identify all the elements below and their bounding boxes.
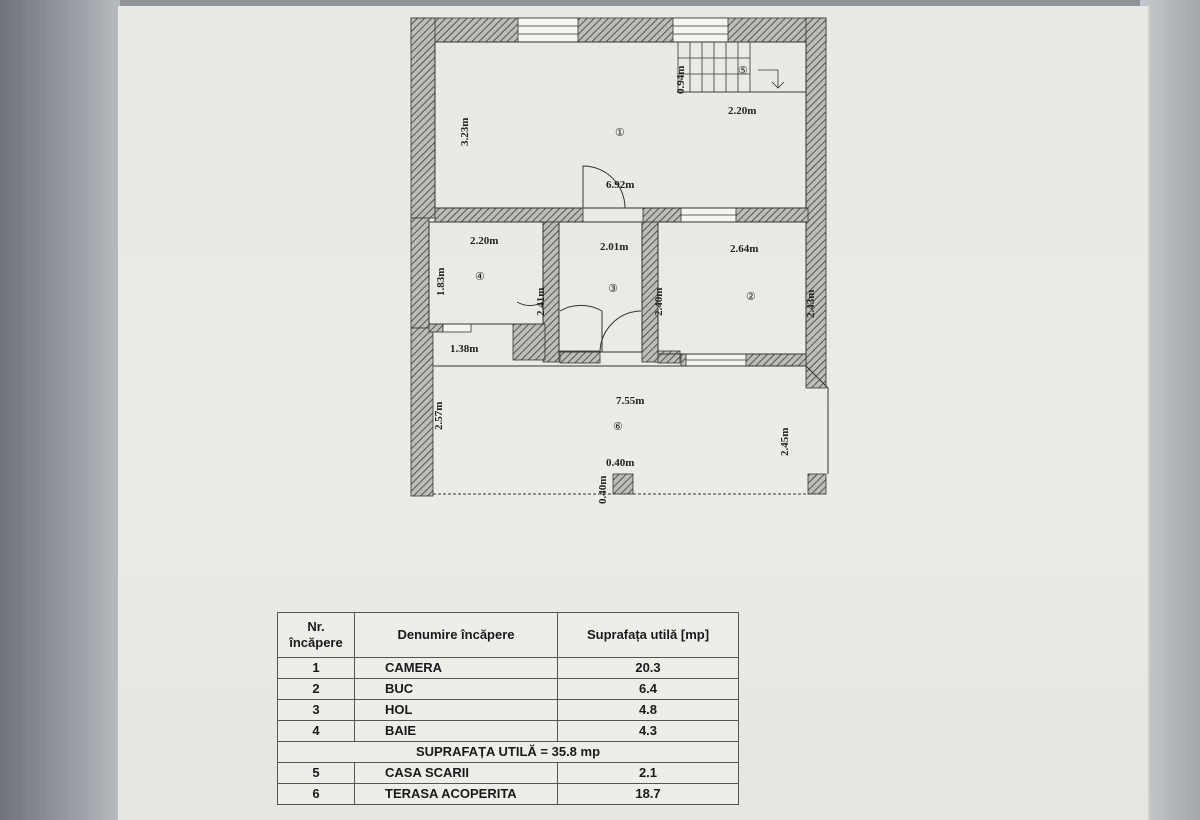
room-number-2: ② bbox=[746, 291, 756, 303]
table-header-row bbox=[278, 613, 739, 658]
monitor-bezel-left bbox=[0, 0, 120, 820]
table-row bbox=[278, 679, 739, 700]
room-number-1: ① bbox=[615, 127, 625, 139]
room-area: 4.3 bbox=[558, 721, 739, 742]
header-room-name: Denumire încăpere bbox=[355, 613, 558, 658]
floor-plan bbox=[118, 6, 1148, 606]
table-row bbox=[278, 763, 739, 784]
dim-0-40-v: 0.40m bbox=[597, 475, 609, 504]
room-nr: 6 bbox=[278, 784, 355, 805]
room-nr: 4 bbox=[278, 721, 355, 742]
room-name: CAMERA bbox=[355, 658, 558, 679]
room-area: 4.8 bbox=[558, 700, 739, 721]
room-number-3: ③ bbox=[608, 283, 618, 295]
dim-0-94: 0.94m bbox=[675, 65, 687, 94]
room-name: CASA SCARII bbox=[355, 763, 558, 784]
dim-0-40-h: 0.40m bbox=[606, 457, 635, 469]
dim-2-01: 2.01m bbox=[600, 241, 629, 253]
dim-2-45: 2.45m bbox=[779, 427, 791, 456]
total-row bbox=[278, 742, 739, 763]
room-area: 2.1 bbox=[558, 763, 739, 784]
room-number-6: ⑥ bbox=[613, 421, 623, 433]
room-name: HOL bbox=[355, 700, 558, 721]
table-row bbox=[278, 784, 739, 805]
dim-2-41: 2.41m bbox=[535, 287, 547, 316]
room-name: BUC bbox=[355, 679, 558, 700]
room-name: BAIE bbox=[355, 721, 558, 742]
room-number-5: ⑤ bbox=[738, 65, 748, 77]
dim-2-20-stairs: 2.20m bbox=[728, 105, 757, 117]
room-nr: 2 bbox=[278, 679, 355, 700]
header-room-area: Suprafața utilă [mp] bbox=[558, 613, 739, 658]
table-row bbox=[278, 658, 739, 679]
room-number-4: ④ bbox=[475, 271, 485, 283]
table-row bbox=[278, 721, 739, 742]
room-outlines bbox=[429, 42, 828, 494]
room-nr: 5 bbox=[278, 763, 355, 784]
room-area: 20.3 bbox=[558, 658, 739, 679]
dim-2-43: 2.43m bbox=[805, 289, 817, 318]
header-room-number: Nr. încăpere bbox=[278, 613, 355, 658]
room-name: TERASA ACOPERITA bbox=[355, 784, 558, 805]
room-nr: 1 bbox=[278, 658, 355, 679]
dim-7-55: 7.55m bbox=[616, 395, 645, 407]
dim-2-64: 2.64m bbox=[730, 243, 759, 255]
dim-2-57: 2.57m bbox=[433, 401, 445, 430]
dim-3-23: 3.23m bbox=[459, 117, 471, 146]
windows bbox=[443, 18, 746, 366]
table-row bbox=[278, 700, 739, 721]
room-nr: 3 bbox=[278, 700, 355, 721]
rooms-table bbox=[277, 612, 739, 805]
room-area: 18.7 bbox=[558, 784, 739, 805]
dim-1-83: 1.83m bbox=[435, 267, 447, 296]
dim-2-20-bath: 2.20m bbox=[470, 235, 499, 247]
total-area: SUPRAFAȚA UTILĂ = 35.8 mp bbox=[278, 742, 739, 763]
dim-6-92: 6.92m bbox=[606, 179, 635, 191]
room-area: 6.4 bbox=[558, 679, 739, 700]
dim-1-38: 1.38m bbox=[450, 343, 479, 355]
dim-2-40: 2.40m bbox=[653, 287, 665, 316]
